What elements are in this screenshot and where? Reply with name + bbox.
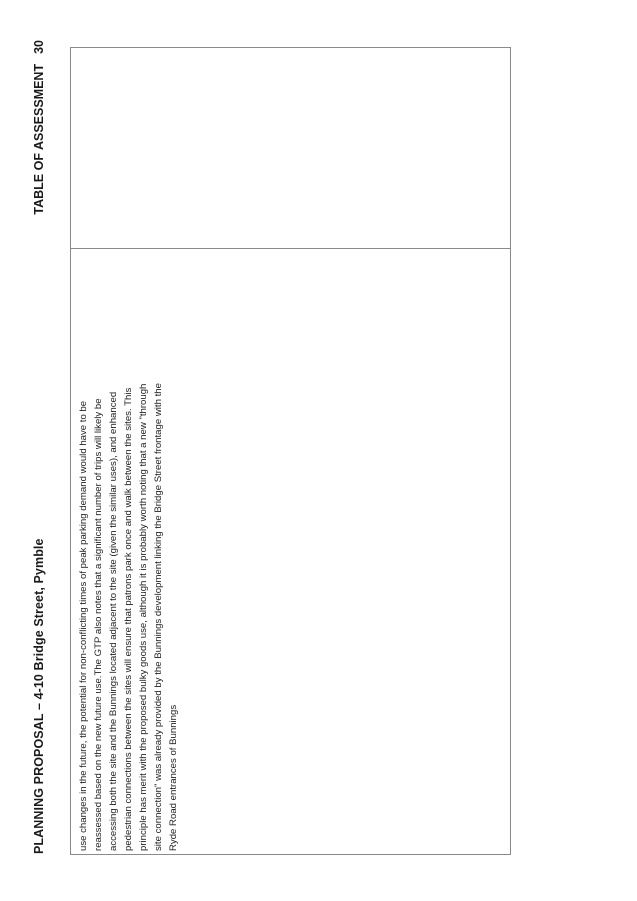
page-header-right (32, 40, 46, 215)
text-line: accessing both the site and the Bunnings located adjacent to the site (given the similar uses), and enhanced (108, 391, 119, 851)
assessment-comment-cell (76, 253, 181, 851)
text-line: site connection" was already provided by the Bunnings development linking the Bridge Street frontage with the (153, 383, 164, 851)
section-title: TABLE OF ASSESSMENT (32, 63, 46, 215)
text-line: use changes in the future, the potential for non-conflicting times of peak parking demand would have to be (78, 400, 89, 851)
table-column-divider (70, 248, 511, 249)
text-line: Ryde Road entrances of Bunnings (168, 704, 179, 851)
text-line: principle has merit with the proposed bulky goods use, although it is probably worth noting that a new "through (138, 383, 149, 851)
page-number: 30 (32, 40, 46, 54)
text-line: pedestrian connections between the sites will ensure that patrons park once and walk between the sites. This (123, 387, 134, 851)
text-line: reassessed based on the new future use.The GTP also notes that a significant number of trips will likely be (93, 398, 104, 851)
page-title: PLANNING PROPOSAL – 4-10 Bridge Street, Pymble (32, 538, 46, 854)
